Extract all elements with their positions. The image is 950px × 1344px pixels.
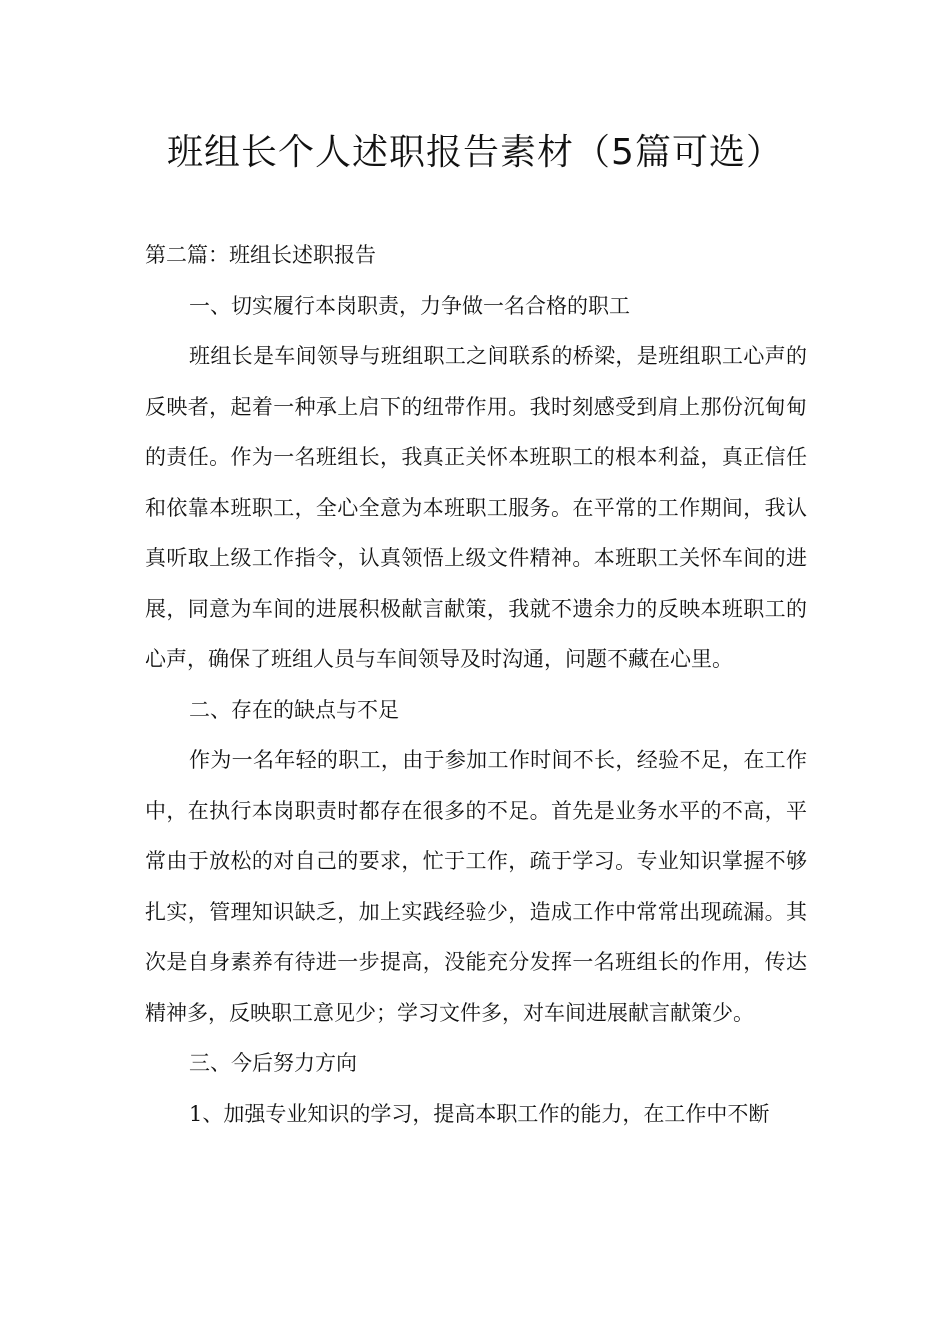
section-heading-2: 二、存在的缺点与不足 <box>189 697 399 722</box>
section-heading-3: 三、今后努力方向 <box>189 1051 357 1075</box>
document-body <box>145 230 807 1139</box>
document-title: 班组长个人述职报告素材（5篇可选） <box>167 132 783 173</box>
section-paragraph-3: 1、加强专业知识的学习，提高本职工作的能力，在工作中不断 <box>189 1101 770 1126</box>
section-paragraph-2: 作为一名年轻的职工，由于参加工作时间不长，经验不足，在工作中，在执行本岗职责时都存在很多的不足。首先是业务水平的不高，平常由于放松的对自己的要求，忙于工作，疏于学习。专业知识掌握不够扎实，管理知识缺乏，加上实践经验少，造成工作中常常出现疏漏。其次是自身素养有待进一步提高，没能充分发挥一名班组长的作用，传达精神多，反映职工意见少；学习文件多，对车间进展献言献策少。 <box>145 748 807 1025</box>
section-heading-1: 一、切实履行本岗职责，力争做一名合格的职工 <box>189 293 630 318</box>
part-heading: 第二篇：班组长述职报告 <box>145 243 376 267</box>
section-paragraph-1: 班组长是车间领导与班组职工之间联系的桥梁，是班组职工心声的反映者，起着一种承上启下的纽带作用。我时刻感受到肩上那份沉甸甸的责任。作为一名班组长，我真正关怀本班职工的根本利益，真正信任和依靠本班职工，全心全意为本班职工服务。在平常的工作期间，我认真听取上级工作指令，认真领悟上级文件精神。本班职工关怀车间的进展，同意为车间的进展积极献言献策，我就不遗余力的反映本班职工的心声，确保了班组人员与车间领导及时沟通，问题不藏在心里。 <box>145 344 807 671</box>
